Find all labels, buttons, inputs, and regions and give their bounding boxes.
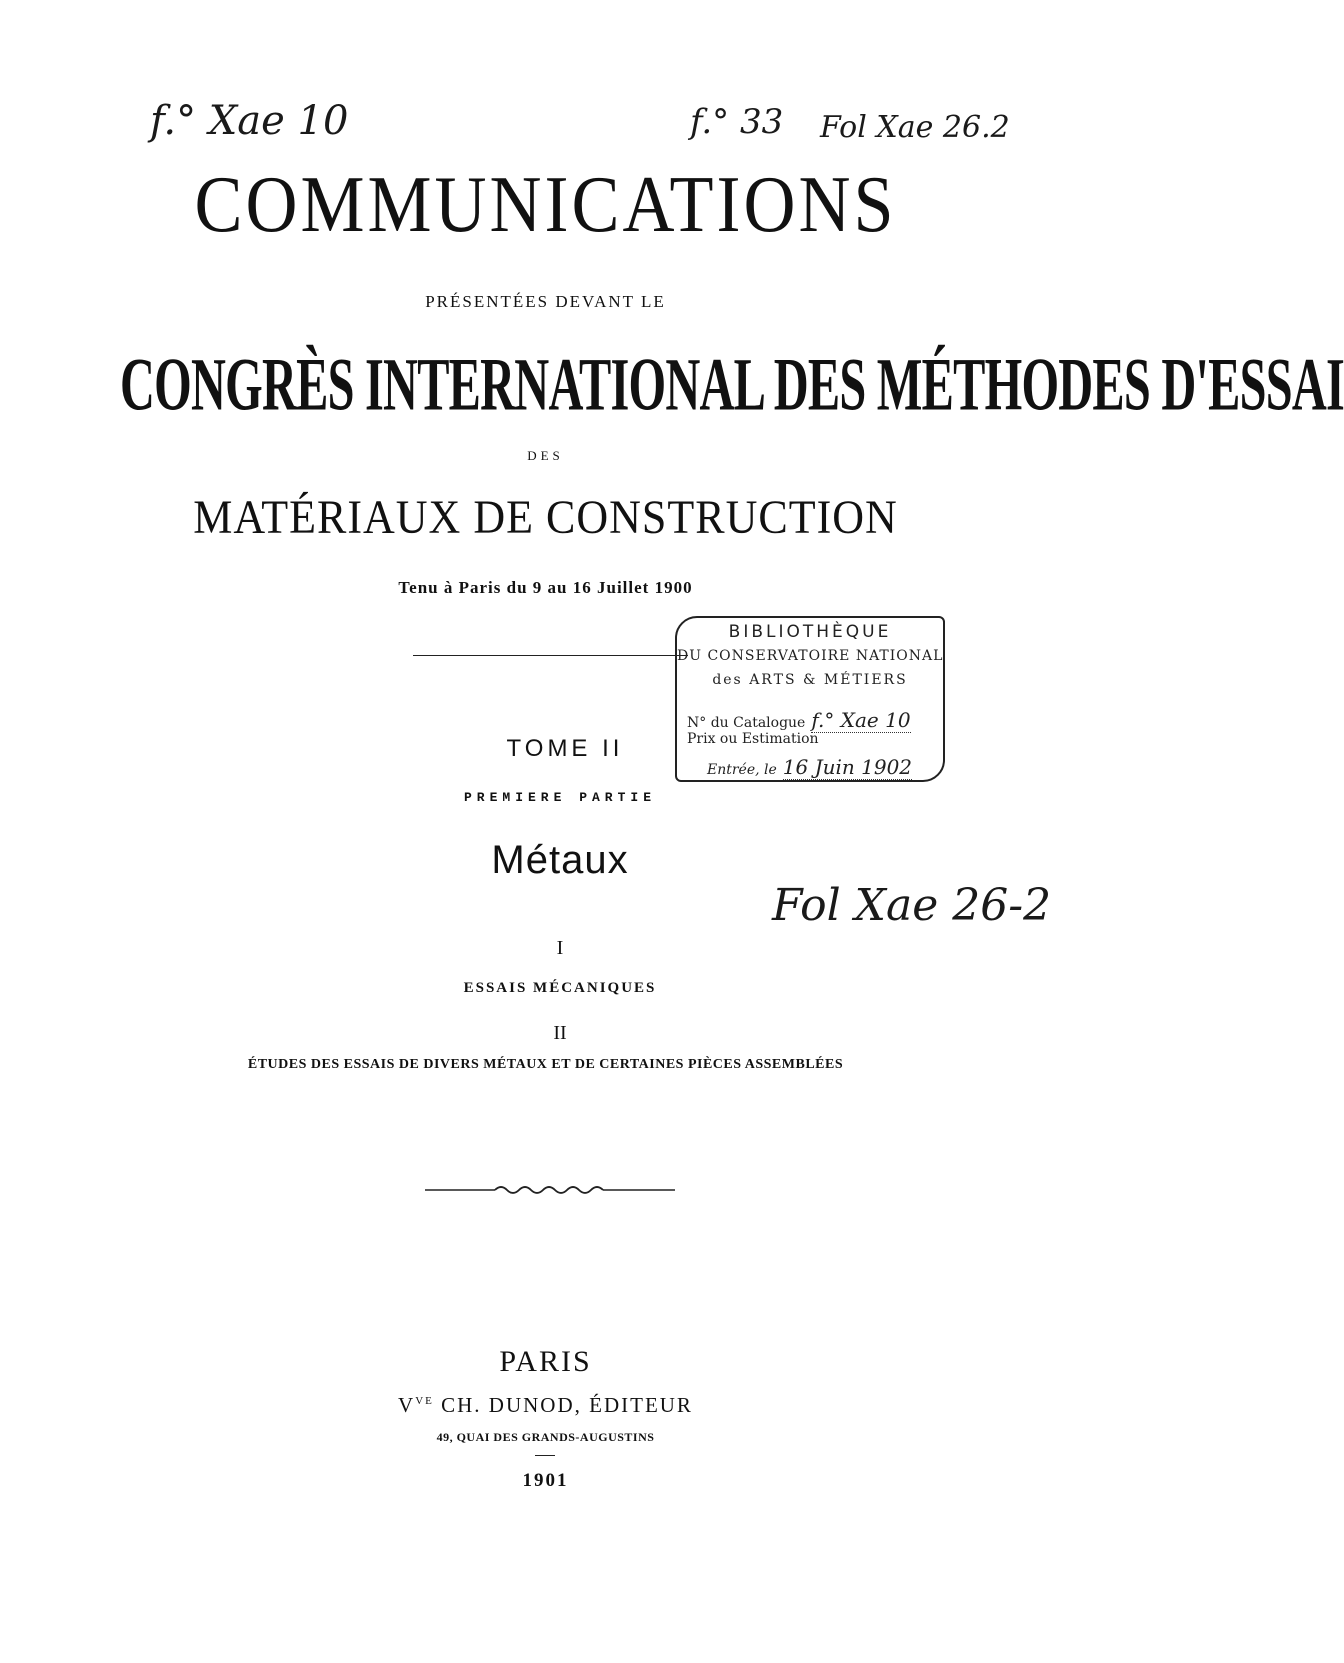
stamp-line-2: DU CONSERVATOIRE NATIONAL bbox=[677, 648, 944, 664]
imprint-dash bbox=[535, 1455, 555, 1456]
publisher-sup: VE bbox=[415, 1395, 434, 1407]
held-line: Tenu à Paris du 9 au 16 Juillet 1900 bbox=[398, 578, 693, 597]
stamp-line-1: BIBLIOTHÈQUE bbox=[728, 622, 892, 642]
handwritten-shelf-mark-lower: Fol Xae 26-2 bbox=[772, 880, 1052, 931]
stamp-price-label: Prix ou Estimation bbox=[687, 731, 819, 747]
section-one-number: I bbox=[556, 937, 564, 959]
materials-title: MATÉRIAUX DE CONSTRUCTION bbox=[193, 491, 898, 544]
handwritten-shelf-mark-mid: f.° 33 bbox=[690, 102, 784, 142]
stamp-entry-field bbox=[707, 755, 912, 779]
handwritten-shelf-mark-right: Fol Xae 26.2 bbox=[820, 110, 1010, 145]
ornament-divider bbox=[425, 1183, 675, 1197]
stamp-catalogue-value: f.° Xae 10 bbox=[811, 708, 911, 732]
publisher-prefix: V bbox=[398, 1393, 416, 1417]
stamp-entry-value: 16 Juin 1902 bbox=[782, 755, 913, 779]
tome-label: TOME II bbox=[506, 735, 624, 762]
main-title: COMMUNICATIONS bbox=[194, 159, 897, 249]
horizontal-rule bbox=[413, 655, 688, 656]
presented-line: PRÉSENTÉES DEVANT LE bbox=[425, 292, 666, 311]
stamp-price-field bbox=[687, 731, 819, 747]
imprint-year: 1901 bbox=[522, 1470, 569, 1491]
stamp-entry-label: Entrée, le bbox=[707, 762, 777, 778]
imprint-city: PARIS bbox=[499, 1345, 592, 1378]
section-one-title: ESSAIS MÉCANIQUES bbox=[463, 980, 657, 996]
stamp-catalogue-label: N° du Catalogue bbox=[687, 715, 806, 731]
publisher-name: CH. DUNOD, ÉDITEUR bbox=[441, 1393, 693, 1417]
part-label: PREMIERE PARTIE bbox=[463, 790, 657, 805]
imprint-address: 49, QUAI DES GRANDS-AUGUSTINS bbox=[436, 1430, 655, 1444]
subject-title: Métaux bbox=[491, 838, 629, 882]
stamp-line-3: des ARTS & MÉTIERS bbox=[712, 672, 908, 688]
imprint-publisher bbox=[0, 1393, 1091, 1418]
library-stamp bbox=[675, 616, 945, 782]
section-two-number: II bbox=[553, 1022, 567, 1044]
handwritten-shelf-mark-left: f.° Xae 10 bbox=[150, 98, 349, 144]
stamp-catalogue-field bbox=[687, 708, 911, 732]
section-two-title: ÉTUDES DES ESSAIS DE DIVERS MÉTAUX ET DE CERTAINES PIÈCES ASSEMBLÉES bbox=[247, 1057, 844, 1072]
des-line: DES bbox=[527, 448, 564, 463]
congress-title: CONGRÈS INTERNATIONAL DES MÉTHODES D'ESSAI bbox=[120, 343, 1344, 427]
